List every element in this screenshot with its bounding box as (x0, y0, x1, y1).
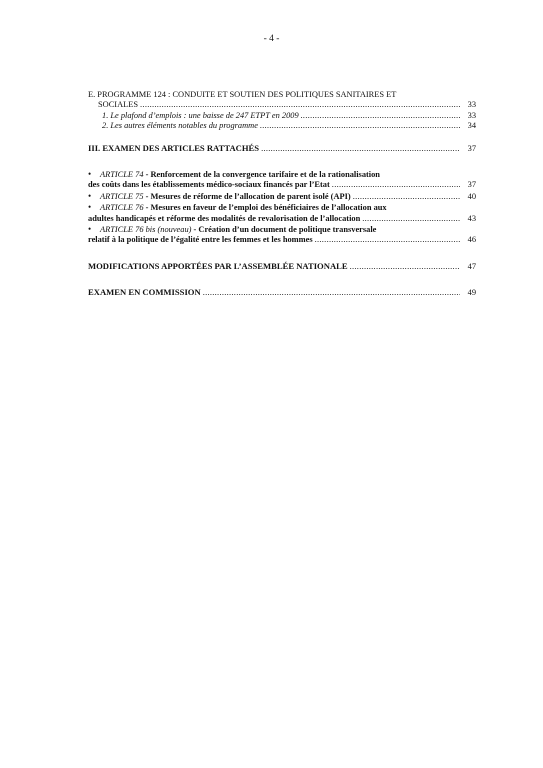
toc-entry-examen-commission[interactable] (88, 287, 476, 298)
toc-article-line2 (88, 180, 476, 190)
dot-leader (203, 288, 460, 298)
article-title: - Mesures de réforme de l’allocation de parent isolé (API) (143, 191, 351, 201)
bullet-icon: • (88, 224, 92, 235)
article-title: - Création d’un document de politique transversale (191, 225, 377, 235)
toc-entry-modifications[interactable] (88, 261, 476, 272)
toc-page-number: 40 (467, 191, 476, 201)
toc-programme-title: E. PROGRAMME 124 : CONDUITE ET SOUTIEN DES POLITIQUES SANITAIRES ET (88, 90, 397, 99)
toc-page-number: 33 (467, 100, 476, 110)
toc-page-number: 43 (467, 213, 476, 223)
dot-leader (315, 235, 460, 245)
toc-entry-article-75[interactable] (88, 191, 476, 202)
bullet-icon: • (88, 202, 92, 213)
toc-entry-autres-elements[interactable] (88, 121, 476, 131)
page-number: - 4 - (263, 34, 280, 44)
article-title: - Mesures en faveur de l’emploi des bénéficiaires de l’allocation aux (143, 203, 387, 213)
dot-leader (350, 262, 460, 272)
dot-leader (260, 121, 460, 131)
bullet-icon: • (88, 169, 92, 180)
dot-leader (261, 144, 460, 154)
toc-article-line1 (88, 169, 476, 180)
toc-section-title: III. EXAMEN DES ARTICLES RATTACHÉS (88, 142, 260, 153)
toc-programme-line1 (88, 90, 476, 100)
article-label: ARTICLE 76 (100, 203, 144, 213)
toc-programme-line2 (88, 100, 476, 110)
article-title-cont: des coûts dans les établissements médico-sociaux financés par l’Etat (88, 180, 330, 190)
article-label: ARTICLE 75 (100, 191, 144, 201)
toc-article-line2 (88, 235, 476, 245)
toc-page-number: 34 (467, 121, 476, 131)
toc-page-number: 46 (467, 235, 476, 245)
toc-entry-article-76-bis[interactable] (88, 224, 476, 246)
article-title-cont: adultes handicapés et réforme des modalités de revalorisation de l’allocation (88, 213, 361, 223)
bullet-icon: • (88, 190, 92, 201)
toc-page-number: 47 (467, 261, 476, 271)
toc-page-number: 37 (467, 143, 476, 153)
article-label: ARTICLE 76 bis (nouveau) (100, 225, 192, 235)
dot-leader (332, 180, 460, 190)
toc-article-line1 (88, 224, 476, 235)
toc-section-title: EXAMEN EN COMMISSION (88, 287, 201, 298)
toc-page-number: 37 (467, 180, 476, 190)
toc-page-number: 33 (467, 110, 476, 120)
dot-leader (140, 100, 460, 110)
toc-entry-programme-124[interactable] (88, 90, 476, 111)
toc-entry-section-iii[interactable] (88, 143, 476, 154)
table-of-contents (88, 90, 476, 299)
toc-page-number: 49 (467, 288, 476, 298)
dot-leader (301, 111, 460, 121)
article-title: - Renforcement de la convergence tarifaire et de la rationalisation (143, 170, 380, 180)
toc-entry-plafond-emplois[interactable] (88, 111, 476, 121)
toc-entry-text: 1. Le plafond d’emplois : une baisse de 247 ETPT en 2009 (102, 110, 299, 120)
article-title-cont: relatif à la politique de l’égalité entre les femmes et les hommes (88, 235, 313, 245)
toc-entry-article-76[interactable] (88, 202, 476, 224)
dot-leader (362, 214, 460, 224)
toc-entry-article-74[interactable] (88, 169, 476, 191)
dot-leader (353, 192, 460, 202)
toc-article-line1 (88, 202, 476, 213)
toc-entry-text: 2. Les autres éléments notables du programme (102, 121, 258, 131)
toc-article-line2 (88, 214, 476, 224)
toc-section-title: MODIFICATIONS APPORTÉES PAR L’ASSEMBLÉE NATIONALE (88, 260, 348, 271)
toc-programme-title-cont: SOCIALES (98, 100, 139, 110)
article-label: ARTICLE 74 (100, 170, 144, 180)
